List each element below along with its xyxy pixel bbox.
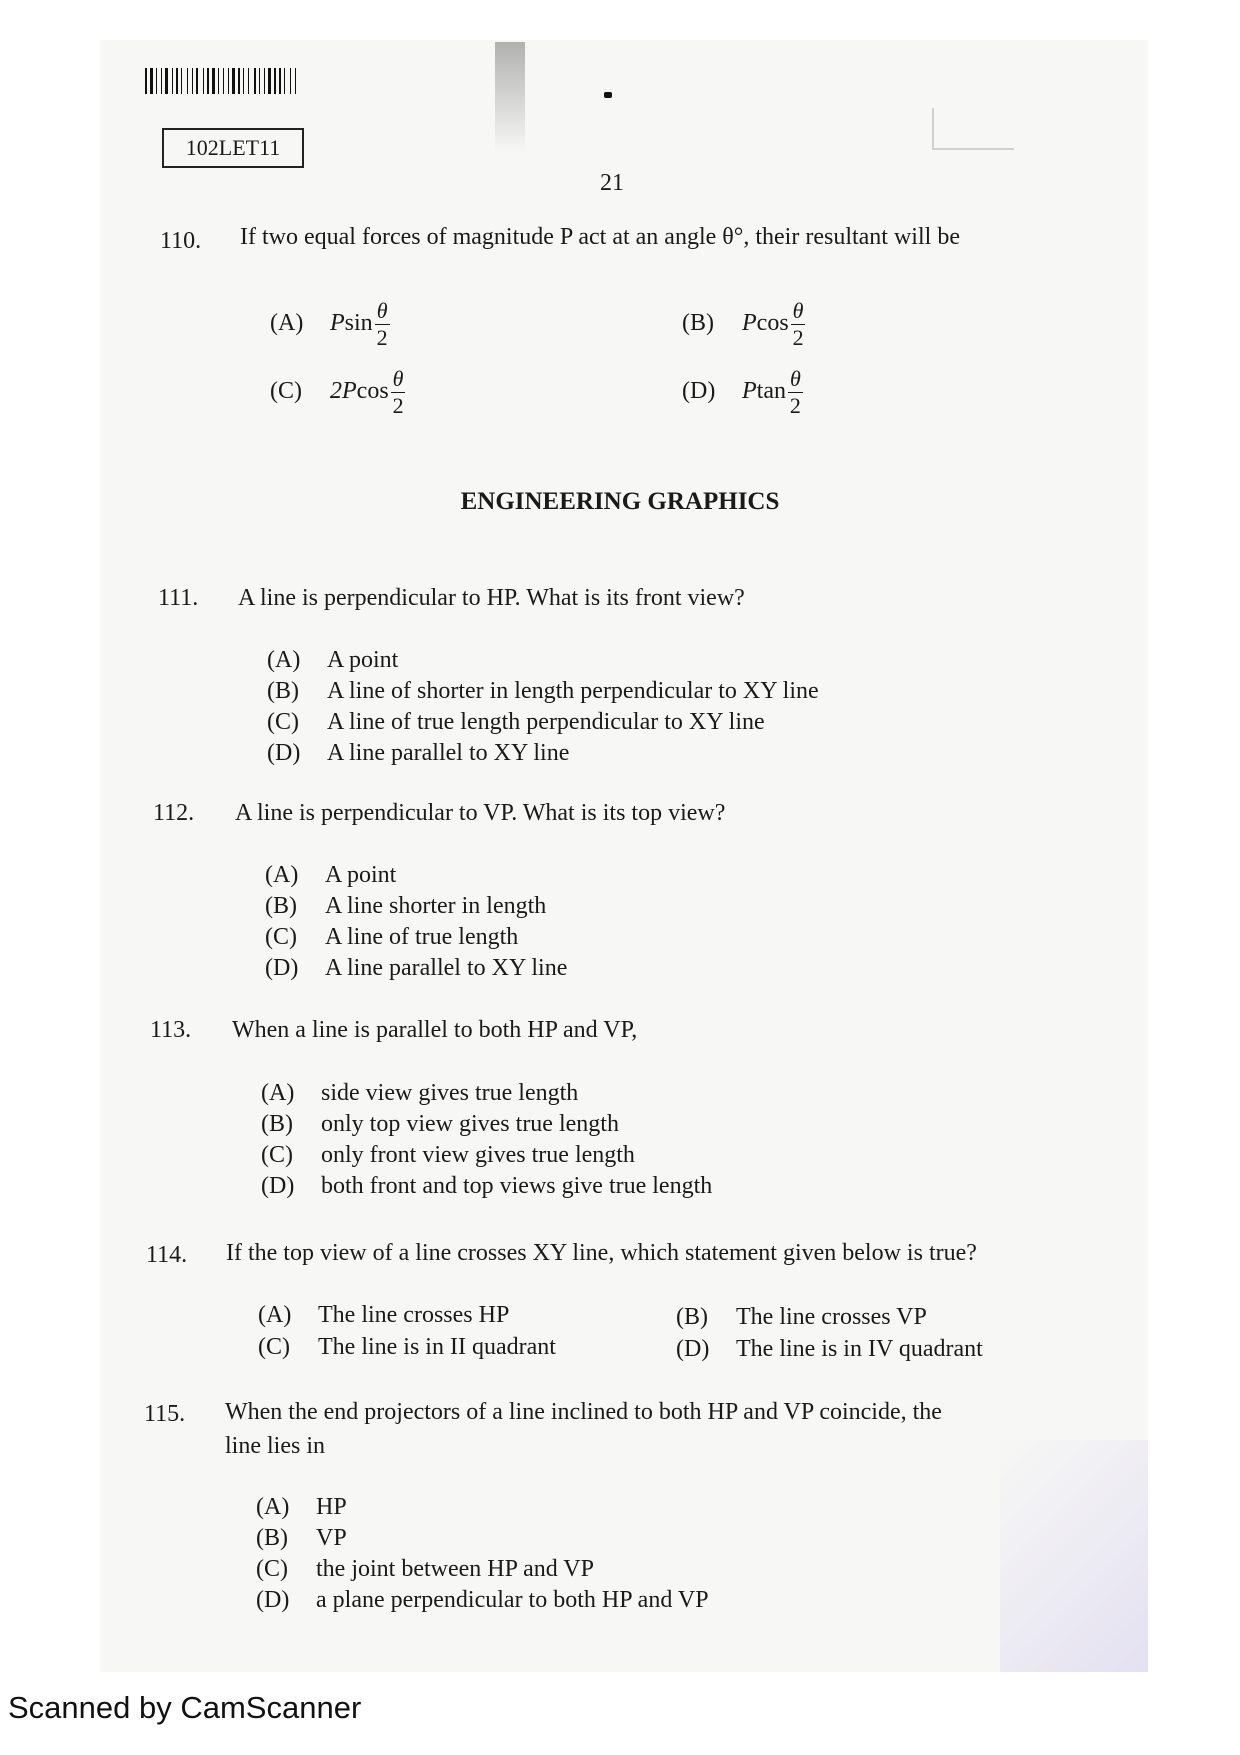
barcode-bar — [295, 68, 296, 94]
option-text: side view gives true length — [321, 1080, 579, 1106]
barcode-bar — [212, 68, 215, 94]
barcode-bar — [248, 68, 249, 94]
math-coef: 2P — [330, 378, 357, 405]
barcode-bar — [150, 68, 153, 94]
option-114-c — [258, 1334, 556, 1361]
fraction — [791, 300, 806, 349]
option-label: (B) — [261, 1111, 293, 1137]
option-text: The line crosses VP — [736, 1304, 927, 1330]
option-label: (A) — [256, 1494, 290, 1520]
barcode-bar — [290, 68, 291, 94]
option-110-c — [270, 368, 405, 417]
option-label: (C) — [267, 709, 299, 735]
option-text: The line is in II quadrant — [318, 1334, 556, 1360]
option-label: (A) — [261, 1080, 295, 1106]
barcode-bar — [192, 68, 193, 94]
option-label: (C) — [261, 1142, 293, 1168]
option-text: A point — [325, 862, 397, 888]
option-113-d — [261, 1173, 712, 1200]
barcode-bar — [268, 68, 271, 94]
option-text: A point — [327, 647, 399, 673]
option-text: A line shorter in length — [325, 893, 547, 919]
math-coef: P — [742, 310, 757, 337]
barcode-bar — [172, 68, 173, 94]
question-text: If two equal forces of magnitude P act at an angle θ°, their resultant will be — [240, 224, 960, 250]
math-func: cos — [756, 310, 789, 337]
barcode-bar — [165, 68, 168, 94]
option-text: A line parallel to XY line — [325, 955, 568, 981]
option-label: (A) — [267, 647, 301, 673]
barcode-bar — [274, 68, 276, 94]
option-label: (A) — [270, 310, 304, 337]
fraction-denominator: 2 — [392, 393, 404, 418]
fraction-numerator: θ — [376, 298, 388, 323]
barcode-bar — [161, 68, 162, 94]
option-label: (D) — [682, 378, 716, 405]
option-label: (D) — [267, 740, 301, 766]
option-label: (B) — [265, 893, 297, 919]
option-text: the joint between HP and VP — [316, 1556, 594, 1582]
fraction-denominator: 2 — [376, 325, 388, 350]
scan-shadow — [1000, 1440, 1148, 1672]
option-label: (C) — [256, 1556, 288, 1582]
barcode-bar — [254, 68, 256, 94]
fraction-denominator: 2 — [789, 393, 801, 418]
scanner-watermark: Scanned by CamScanner — [8, 1690, 362, 1725]
option-label: (D) — [265, 955, 299, 981]
barcode-bar — [228, 68, 229, 94]
option-111-a — [267, 647, 398, 674]
option-115-a — [256, 1494, 347, 1521]
question-number: 114. — [146, 1242, 188, 1268]
option-text: VP — [316, 1525, 347, 1551]
barcode-bar — [187, 68, 188, 94]
option-label: (C) — [270, 378, 302, 405]
option-label: (A) — [265, 862, 299, 888]
option-113-b — [261, 1111, 619, 1138]
option-112-d — [265, 955, 567, 982]
question-text: If the top view of a line crosses XY line, which statement given below is true? — [226, 1240, 977, 1266]
fraction-denominator: 2 — [792, 325, 804, 350]
barcode-bar — [259, 68, 260, 94]
barcode-bar — [181, 68, 182, 94]
barcode — [145, 68, 400, 94]
option-114-b — [676, 1304, 927, 1331]
option-label: (D) — [256, 1587, 290, 1613]
question-text-line-1: When the end projectors of a line inclined to both HP and VP coincide, the — [225, 1399, 942, 1425]
fraction-numerator: θ — [392, 366, 404, 391]
math-coef: P — [330, 310, 345, 337]
scan-artifact — [495, 42, 525, 152]
option-113-c — [261, 1142, 635, 1169]
option-115-c — [256, 1556, 594, 1583]
barcode-bar — [238, 68, 240, 94]
option-text: only front view gives true length — [321, 1142, 635, 1168]
barcode-bar — [264, 68, 265, 94]
option-115-b — [256, 1525, 347, 1552]
question-number: 112. — [153, 800, 195, 826]
option-111-b — [267, 678, 819, 705]
barcode-bar — [207, 68, 209, 94]
option-text: The line crosses HP — [318, 1302, 510, 1328]
question-text: A line is perpendicular to HP. What is its front view? — [238, 585, 745, 611]
option-text: The line is in IV quadrant — [736, 1336, 983, 1362]
page-number: 21 — [600, 170, 624, 196]
math-func: sin — [344, 310, 373, 337]
option-label: (B) — [682, 310, 714, 337]
option-115-d — [256, 1587, 709, 1614]
barcode-bar — [232, 68, 235, 94]
barcode-bar — [218, 68, 219, 94]
barcode-bar — [156, 68, 157, 94]
option-114-d — [676, 1336, 983, 1363]
fraction — [391, 368, 406, 417]
option-112-a — [265, 862, 396, 889]
option-label: (A) — [258, 1302, 292, 1328]
option-text: a plane perpendicular to both HP and VP — [316, 1587, 709, 1613]
option-112-b — [265, 893, 546, 920]
barcode-bar — [223, 68, 224, 94]
option-label: (B) — [267, 678, 299, 704]
option-label: (C) — [265, 924, 297, 950]
option-text: A line parallel to XY line — [327, 740, 570, 766]
barcode-bar — [203, 68, 204, 94]
question-number: 111. — [158, 585, 199, 611]
option-text: both front and top views give true length — [321, 1173, 713, 1199]
option-text: A line of shorter in length perpendicular to XY line — [327, 678, 819, 704]
option-text: A line of true length — [325, 924, 519, 950]
barcode-bar — [196, 68, 198, 94]
barcode-bar — [284, 68, 285, 94]
option-110-a — [270, 300, 390, 349]
section-title: ENGINEERING GRAPHICS — [460, 488, 780, 515]
option-text: only top view gives true length — [321, 1111, 619, 1137]
option-label: (B) — [256, 1525, 288, 1551]
fraction-numerator: θ — [792, 298, 804, 323]
question-text: When a line is parallel to both HP and VP, — [232, 1017, 638, 1043]
barcode-bar — [243, 68, 244, 94]
option-label: (D) — [261, 1173, 295, 1199]
barcode-bar — [176, 68, 178, 94]
question-number: 115. — [144, 1401, 186, 1427]
question-text: A line is perpendicular to VP. What is its top view? — [235, 800, 726, 826]
option-111-c — [267, 709, 765, 736]
question-number: 110. — [160, 228, 202, 254]
math-coef: P — [742, 378, 757, 405]
scan-speck — [604, 92, 612, 98]
option-label: (C) — [258, 1334, 290, 1360]
option-110-b — [682, 300, 805, 349]
fraction — [788, 368, 803, 417]
barcode-bar — [279, 68, 281, 94]
math-func: cos — [356, 378, 389, 405]
fraction-numerator: θ — [790, 366, 801, 391]
bleed-through-box — [932, 108, 1014, 150]
math-func: tan — [756, 378, 786, 405]
option-112-c — [265, 924, 518, 951]
option-text: A line of true length perpendicular to XY line — [327, 709, 765, 735]
fraction — [375, 300, 390, 349]
paper-code: 102LET11 — [162, 128, 304, 168]
option-text: HP — [316, 1494, 347, 1520]
option-113-a — [261, 1080, 578, 1107]
option-110-d — [682, 368, 803, 417]
option-111-d — [267, 740, 569, 767]
option-label: (B) — [676, 1304, 708, 1330]
barcode-bar — [145, 68, 147, 94]
question-text-line-2: line lies in — [225, 1433, 325, 1459]
question-number: 113. — [150, 1017, 192, 1043]
scanned-page — [100, 40, 1148, 1672]
option-114-a — [258, 1302, 509, 1329]
option-label: (D) — [676, 1336, 710, 1362]
